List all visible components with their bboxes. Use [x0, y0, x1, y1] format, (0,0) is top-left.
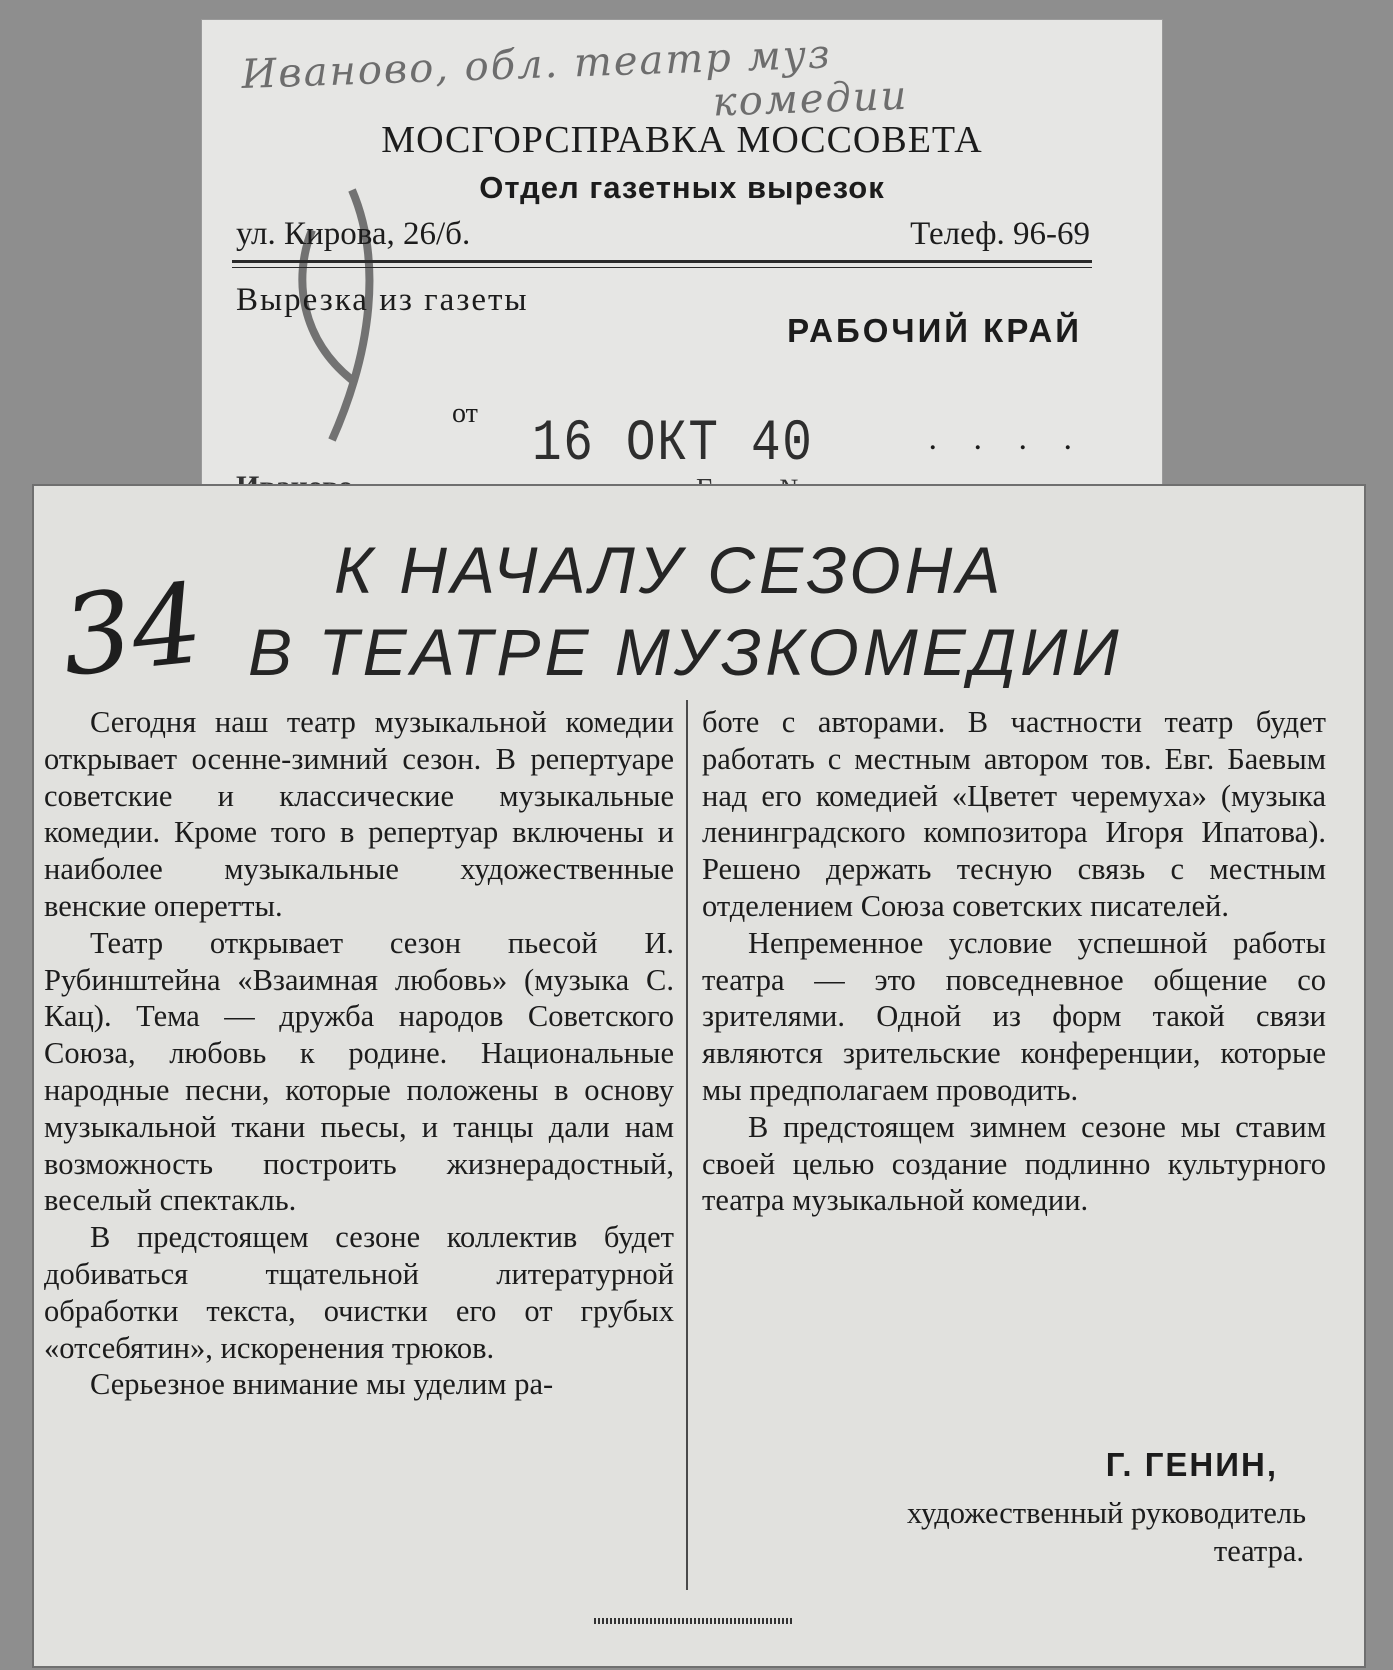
bottom-rule	[594, 1618, 794, 1624]
clipping-service-label	[202, 20, 1162, 490]
headline-line-2: В ТЕАТРЕ МУЗКОМЕДИИ	[248, 615, 1123, 689]
article-paragraph: боте с авторами. В частности театр будет работать с местным автором тов. Евг. Баевым над его комедией «Цветет черемуха» (музыка ленинградского композитора Игоря Ипатова). Решено держать тесную связь с местным отделением Союза советских писателей.	[702, 705, 1326, 923]
author-signature: Г. ГЕНИН,	[1105, 1446, 1278, 1483]
date-dots: . . . .	[928, 420, 1086, 457]
date-from-label: от	[452, 398, 478, 429]
column-divider	[686, 700, 688, 1590]
agency-address: ул. Кирова, 26/б.	[236, 216, 471, 252]
article-right-column	[702, 704, 1326, 1219]
article-paragraph: В предстоящем сезоне коллектив будет добиваться тщательной литературной обработки текста, очистки его от грубых «отсебятин», искоренения трюков.	[44, 1220, 674, 1365]
article-paragraph: В предстоящем зимнем сезоне мы ставим своей целью создание подлинно культурного театра музыкальной комедии.	[702, 1109, 1326, 1218]
agency-phone: Телеф. 96-69	[910, 216, 1090, 252]
department-name: Отдел газетных вырезок	[479, 170, 885, 205]
agency-name: МОСГОРСПРАВКА МОССОВЕТА	[381, 119, 983, 161]
headline-line-1: К НАЧАЛУ СЕЗОНА	[334, 533, 1005, 607]
article-paragraph: Серьезное внимание мы уделим ра-	[90, 1367, 554, 1402]
handwritten-number: 34	[55, 559, 209, 701]
newspaper-name: РАБОЧИЙ КРАЙ	[787, 312, 1082, 349]
date-stamp: 16 ОКТ 40	[532, 412, 814, 477]
label-divider	[232, 260, 1092, 263]
article-paragraph: Сегодня наш театр музыкальной комедии открывает осенне-зимний сезон. В репертуаре советские и классические музыкальные комедии. Кроме того в репертуар включены и наиболее музыкальные художественные венские оперетты.	[44, 705, 674, 923]
article-paragraph: Непременное условие успешной работы театра — это повседневное общение со зрителями. Одной из форм такой связи являются зрительские конференции, которые мы предполагаем проводить.	[702, 925, 1326, 1107]
article-paragraph: Театр открывает сезон пьесой И. Рубинштейна «Взаимная любовь» (музыка С. Кац). Тема — дружба народов Советского Союза, любовь к родине. Национальные народные песни, которые положены в основу музыкальной ткани пьесы, и танцы дали нам возможность построить жизнерадостный, веселый спектакль.	[44, 925, 674, 1218]
clipping-from-label: Вырезка из газеты	[236, 282, 529, 318]
handwritten-note-line-2: комедии	[711, 72, 910, 126]
newspaper-article-clipping	[34, 486, 1364, 1666]
author-position-cont: театра.	[1213, 1534, 1304, 1568]
handwritten-note-line-1: Иваново, обл. театр муз	[240, 31, 833, 99]
author-position: художественный руководитель	[906, 1496, 1306, 1530]
label-divider-thin	[232, 267, 1092, 268]
article-left-column	[44, 704, 674, 1403]
